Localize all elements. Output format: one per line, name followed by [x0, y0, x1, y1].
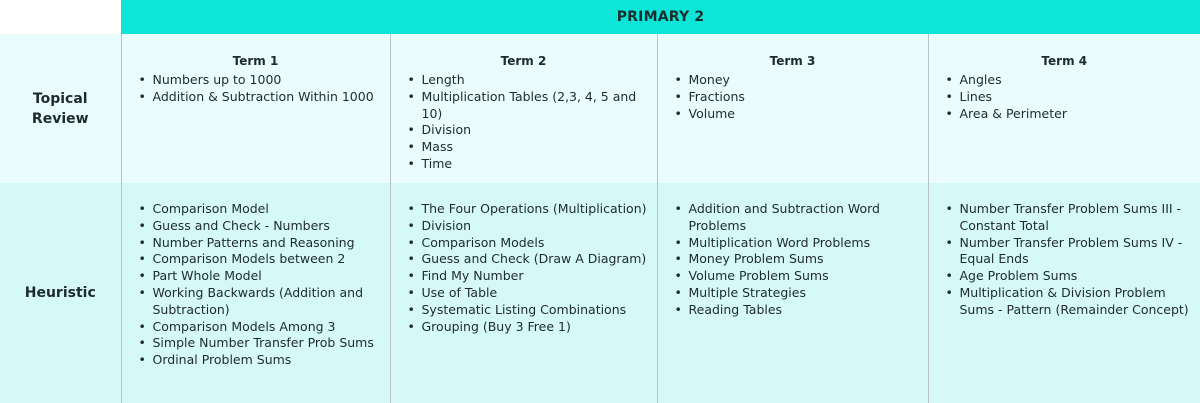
list-item: • Systematic Listing Combinations [422, 302, 647, 319]
list-item: • Mass [422, 139, 647, 156]
list-item: • Comparison Models Among 3 [153, 319, 380, 336]
row-label-heuristic: Heuristic [0, 183, 121, 403]
list-item: • Multiplication Tables (2,3, 4, 5 and 10) [422, 89, 647, 123]
row-label-line: Review [31, 110, 89, 127]
list-item: • Guess and Check (Draw A Diagram) [422, 251, 647, 268]
topic-list [929, 72, 1200, 122]
list-item: • Multiplication & Division Problem Sums - Pattern (Remainder Concept) [960, 285, 1191, 319]
heuristic-cell-term-1 [121, 183, 390, 403]
topical-review-row [0, 34, 1200, 183]
row-label-line: Topical [32, 90, 88, 107]
topic-list [391, 72, 657, 173]
list-item: • Age Problem Sums [960, 268, 1191, 285]
topical-cell-term-4 [928, 34, 1200, 183]
list-item: • Number Transfer Problem Sums III - Constant Total [960, 201, 1191, 235]
list-item: • Division [422, 218, 647, 235]
table-title: PRIMARY 2 [121, 0, 1200, 34]
list-item: • Simple Number Transfer Prob Sums [153, 335, 380, 352]
list-item: • Grouping (Buy 3 Free 1) [422, 319, 647, 336]
term-heading: Term 1 [232, 54, 279, 68]
row-label-topical-review [0, 34, 121, 183]
list-item: • Guess and Check - Numbers [153, 218, 380, 235]
list-item: • Reading Tables [689, 302, 918, 319]
term-heading: Term 2 [500, 54, 547, 68]
topical-cell-term-1 [121, 34, 390, 183]
list-item: • Addition and Subtraction Word Problems [689, 201, 918, 235]
list-item: • Comparison Model [153, 201, 380, 218]
term-heading: Term 3 [769, 54, 816, 68]
list-item: • Comparison Models [422, 235, 647, 252]
list-item: • Fractions [689, 89, 918, 106]
list-item: • Addition & Subtraction Within 1000 [153, 89, 380, 106]
topic-list [122, 201, 390, 369]
heuristic-cell-term-3 [657, 183, 928, 403]
list-item: • Angles [960, 72, 1191, 89]
list-item: • Find My Number [422, 268, 647, 285]
list-item: • Time [422, 156, 647, 173]
heuristic-cell-term-4 [928, 183, 1200, 403]
list-item: • Number Transfer Problem Sums IV - Equal Ends [960, 235, 1191, 269]
header-row [0, 0, 1200, 34]
heuristic-cell-term-2 [390, 183, 657, 403]
list-item: • Division [422, 122, 647, 139]
list-item: • Lines [960, 89, 1191, 106]
topic-list [929, 201, 1200, 319]
list-item: • Money Problem Sums [689, 251, 918, 268]
list-item: • The Four Operations (Multiplication) [422, 201, 647, 218]
topical-cell-term-2 [390, 34, 657, 183]
topic-list [658, 72, 928, 122]
topic-list [122, 72, 390, 106]
topical-cell-term-3 [657, 34, 928, 183]
list-item: • Number Patterns and Reasoning [153, 235, 380, 252]
list-item: • Volume [689, 106, 918, 123]
list-item: • Comparison Models between 2 [153, 251, 380, 268]
list-item: • Ordinal Problem Sums [153, 352, 380, 369]
corner-cell [0, 0, 121, 34]
list-item: • Area & Perimeter [960, 106, 1191, 123]
heuristic-row [0, 183, 1200, 403]
list-item: • Working Backwards (Addition and Subtraction) [153, 285, 380, 319]
list-item: • Use of Table [422, 285, 647, 302]
list-item: • Volume Problem Sums [689, 268, 918, 285]
list-item: • Multiplication Word Problems [689, 235, 918, 252]
list-item: • Money [689, 72, 918, 89]
list-item: • Length [422, 72, 647, 89]
list-item: • Multiple Strategies [689, 285, 918, 302]
list-item: • Numbers up to 1000 [153, 72, 380, 89]
list-item: • Part Whole Model [153, 268, 380, 285]
topic-list [391, 201, 657, 335]
term-heading: Term 4 [1041, 54, 1088, 68]
topic-list [658, 201, 928, 319]
